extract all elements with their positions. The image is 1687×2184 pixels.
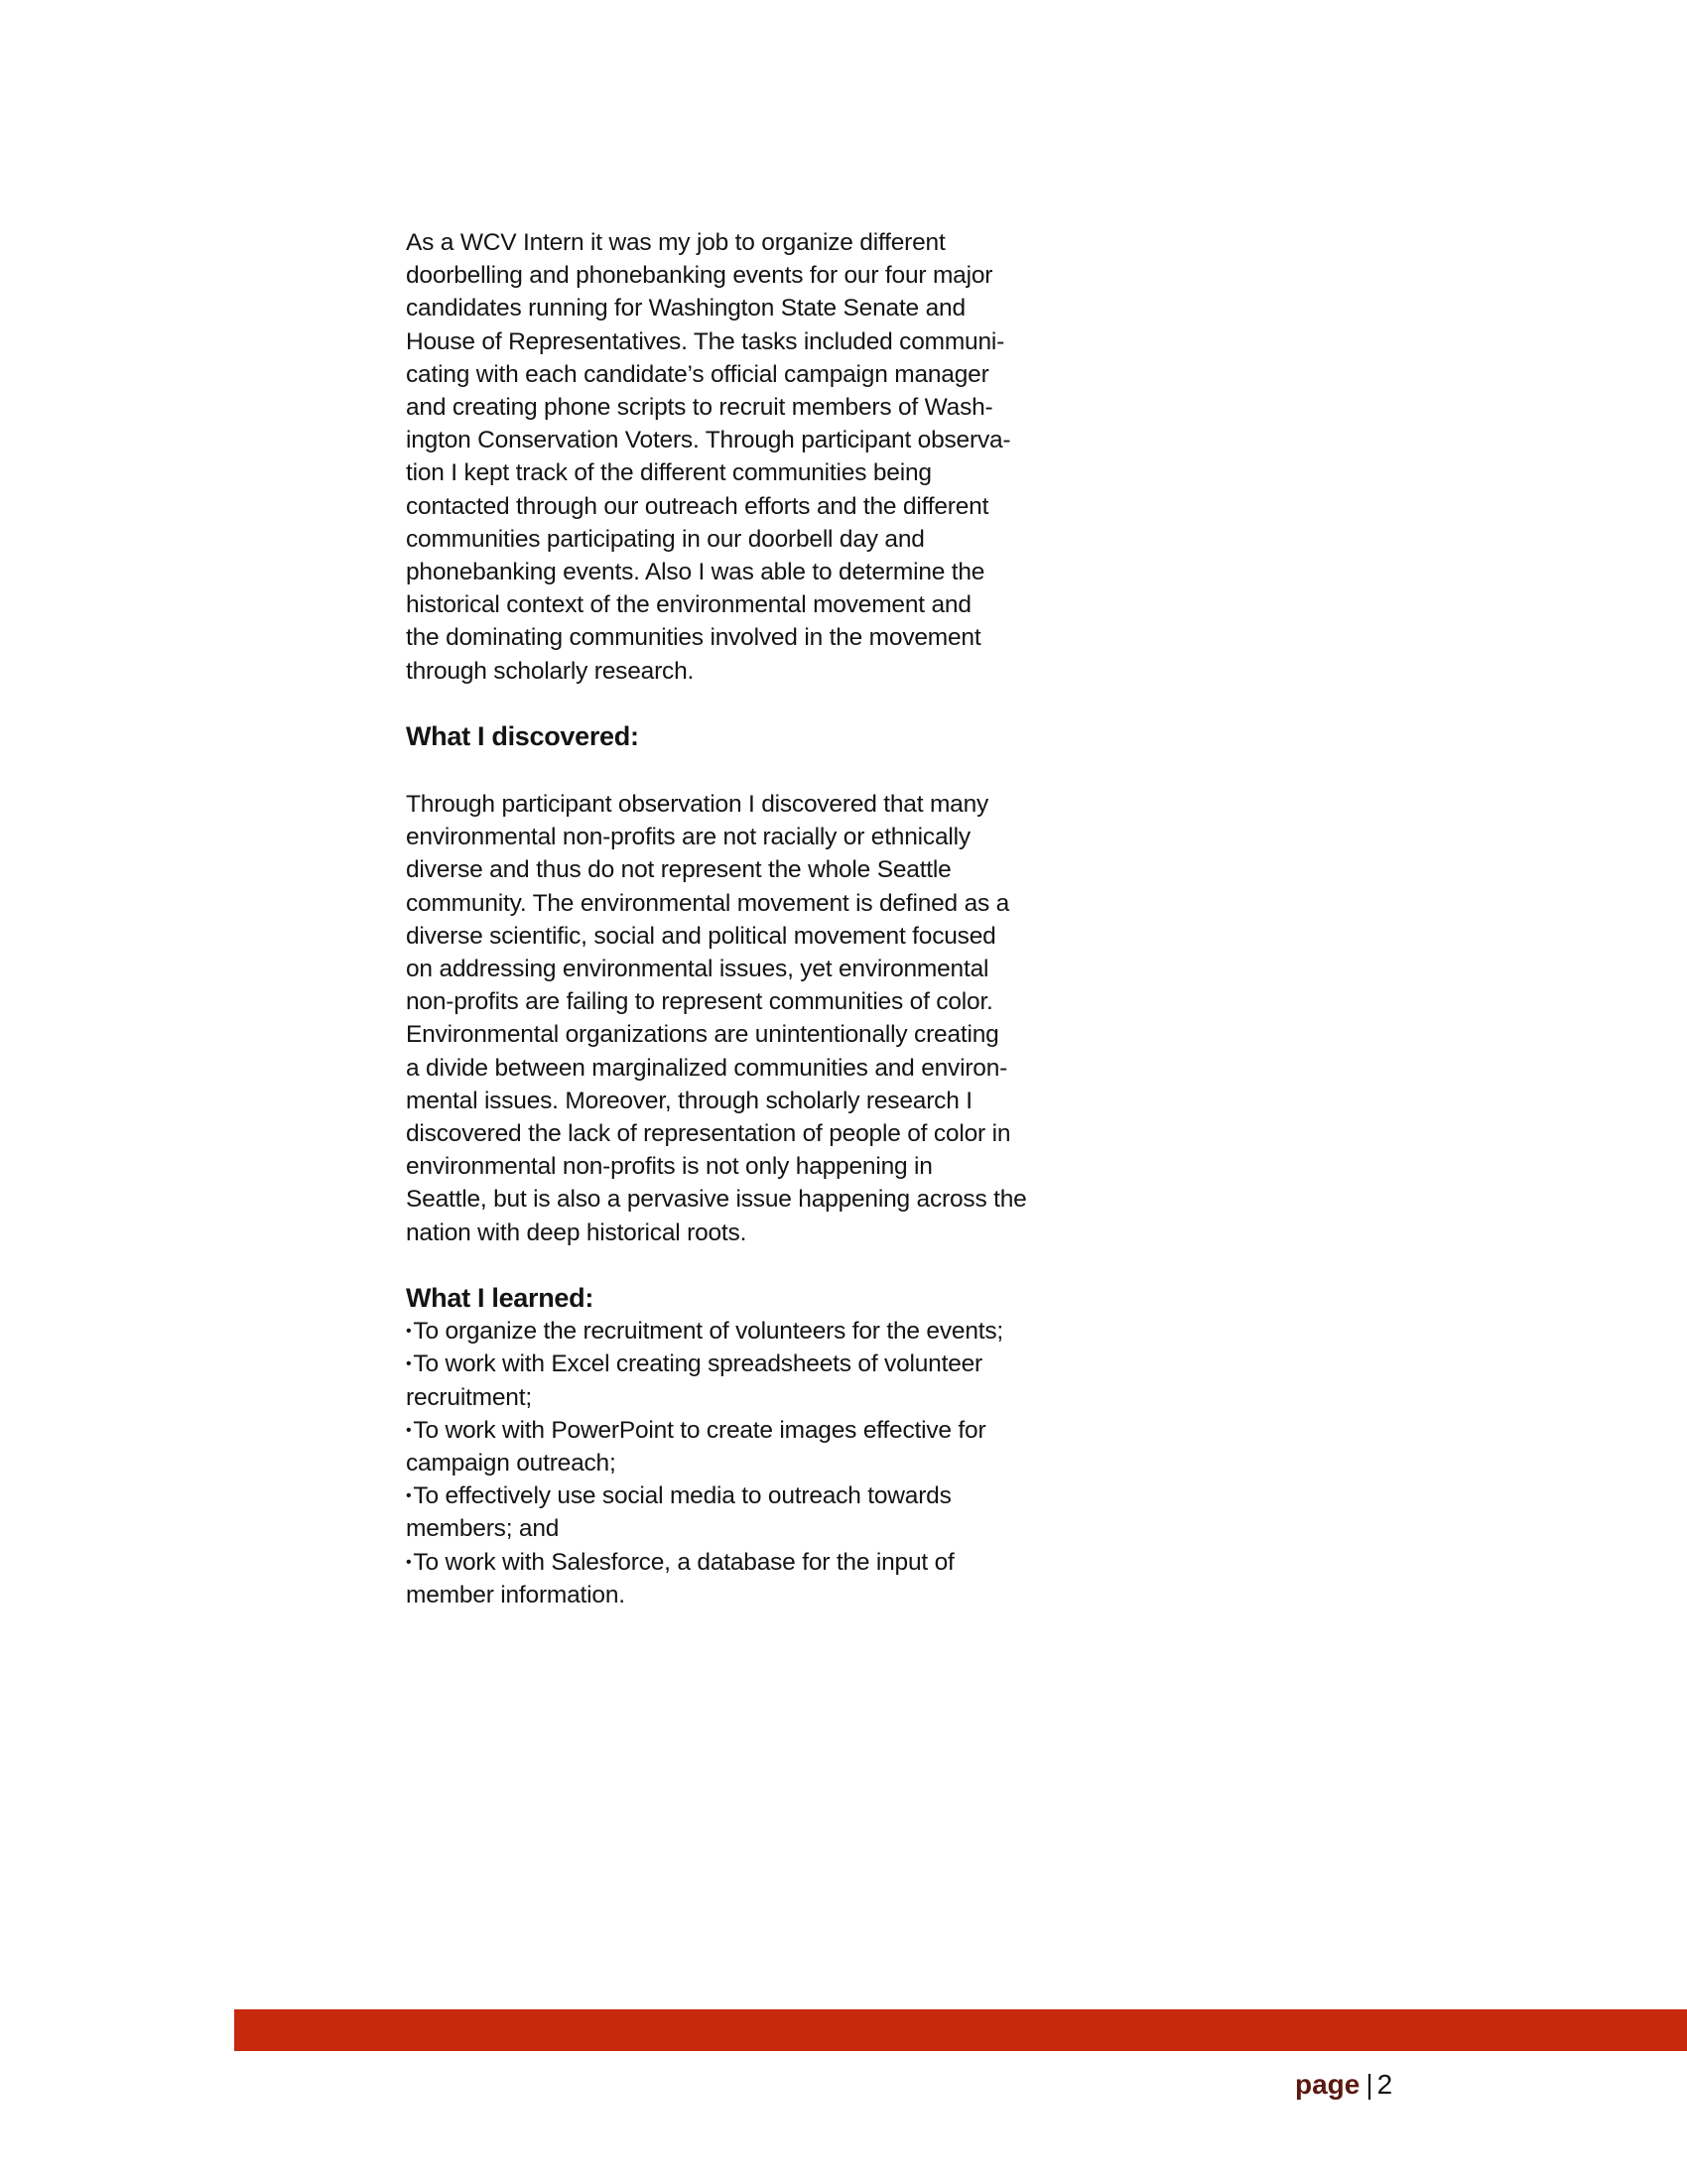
list-item-text: To work with PowerPoint to create images effective for [413,1416,986,1444]
text-line: community. The environmental movement is defined as a [406,889,1010,917]
bullet-icon: • [406,1323,412,1341]
text-line: nation with deep historical roots. [406,1219,747,1246]
bullet-icon: • [406,1421,412,1439]
text-line [406,1315,1081,1348]
text-line: campaign outreach; [406,1449,616,1477]
text-line: mental issues. Moreover, through scholarly research I [406,1087,973,1114]
bullet-icon: • [406,1487,412,1505]
text-line: contacted through our outreach efforts and the different [406,492,989,520]
list-item-text: To work with Salesforce, a database for the input of [413,1548,955,1576]
list-item-text: To work with Excel creating spreadsheets of volunteer [413,1350,983,1378]
list-item [406,1479,1081,1545]
text-line: members; and [406,1515,560,1543]
text-line: and creating phone scripts to recruit members of Wash- [406,394,993,422]
bullet-icon: • [406,1355,412,1373]
text-line [406,1414,1081,1447]
text-line: candidates running for Washington State Senate and [406,295,966,322]
text-line: Environmental organizations are unintentionally creating [406,1021,999,1049]
text-line: the dominating communities involved in the movement [406,624,981,652]
text-line: through scholarly research. [406,657,695,685]
text-line: non-profits are failing to represent communities of color. [406,988,993,1016]
discovered-paragraph [406,788,1081,1249]
page-number [1295,2068,1392,2102]
learned-list [406,1315,1081,1611]
text-line: doorbelling and phonebanking events for our four major [406,262,993,290]
list-item-text: To organize the recruitment of volunteers for the events; [413,1318,1004,1346]
text-line: tion I kept track of the different communities being [406,459,932,487]
text-line: diverse and thus do not represent the whole Seattle [406,856,952,884]
bullet-icon: • [406,1553,412,1571]
text-line: a divide between marginalized communities and environ- [406,1054,1008,1082]
page-number-value: 2 [1376,2069,1393,2100]
text-line: environmental non-profits is not only happening in [406,1153,933,1181]
text-line [406,1348,1081,1380]
text-line: Through participant observation I discovered that many [406,791,989,819]
text-line: Seattle, but is also a pervasive issue happening across the [406,1186,1027,1214]
learned-heading: What I learned: [406,1282,594,1313]
text-line: phonebanking events. Also I was able to determine the [406,559,985,586]
main-content [406,226,1081,1611]
text-line: historical context of the environmental movement and [406,591,972,619]
footer-accent-bar [234,2009,1687,2051]
intro-paragraph [406,226,1081,688]
text-line: House of Representatives. The tasks included communi- [406,327,1005,355]
text-line: discovered the lack of representation of people of color in [406,1120,1011,1148]
text-line: ington Conservation Voters. Through participant observa- [406,427,1011,454]
text-line: on addressing environmental issues, yet environmental [406,956,989,983]
text-line: cating with each candidate’s official campaign manager [406,360,989,388]
text-line: diverse scientific, social and political movement focused [406,922,996,950]
list-item [406,1315,1081,1348]
text-line: member information. [406,1581,625,1608]
list-item [406,1414,1081,1479]
text-line: As a WCV Intern it was my job to organize different [406,229,946,256]
text-line: communities participating in our doorbell day and [406,525,925,553]
list-item [406,1546,1081,1611]
text-line [406,1479,1081,1512]
page-separator: | [1365,2069,1373,2100]
text-line: environmental non-profits are not racially or ethnically [406,824,971,851]
text-line [406,1546,1081,1579]
discovered-heading: What I discovered: [406,720,639,751]
text-line: recruitment; [406,1383,532,1411]
list-item-text: To effectively use social media to outreach towards [413,1482,952,1510]
list-item [406,1348,1081,1413]
page-label: page [1295,2069,1361,2100]
